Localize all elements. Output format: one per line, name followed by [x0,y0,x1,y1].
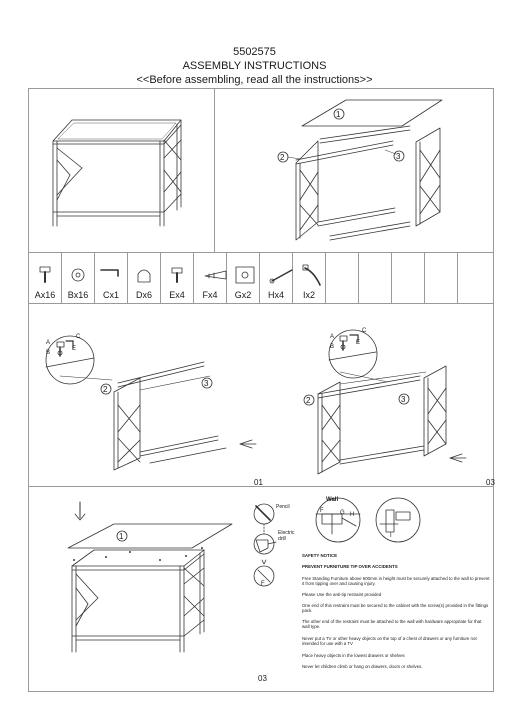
part-label-e: Ex4 [169,290,185,300]
safety-item-6: Place heavy objects in the lowest drawers or shelves [302,653,405,658]
callout-b-step2: B [330,344,335,350]
safety-item-7: Never let children climb or hang on drawers, doors or shelves. [302,664,423,669]
part-label-b: Bx16 [67,290,89,300]
part-label-c: Cx1 [102,290,119,300]
safety-item-4: The other end of the restraint must be attached to the wall with hardware appropriate for that wall type. [302,619,482,630]
letter-f2: F [261,581,265,587]
safety-item-3: One end of this restraint must be secured to the cabinet with the screw(s) provided in the fittings pack. [302,603,489,614]
part-label-g: Gx2 [234,290,252,300]
safety-item-5: Never put a TV or other heavy objects on the top of a chest of drawers or any furniture not intended for use with a TV [302,636,477,647]
model-number: 5502575 [233,46,276,58]
callout-c-step1: C [76,334,81,340]
callout-part-1: 1 [336,110,341,119]
wall-anchor-drawing [254,498,420,586]
part-label-i: Ix2 [302,290,315,300]
letter-g: G [340,510,345,516]
exploded-parts-drawing [278,100,442,240]
assembled-table-drawing [53,120,181,226]
callout-b-step1: B [46,350,51,356]
letter-i: I [390,533,392,539]
callout-part-2-step1: 2 [103,385,108,394]
callout-a-step2: A [330,334,335,340]
callout-part-3: 3 [396,152,401,161]
callout-a-step1: A [46,340,51,346]
callout-part-3-step2: 3 [401,395,406,404]
letter-h: H [350,512,355,518]
pencil-label: Pencil [276,504,290,510]
wall-label: Wall [326,497,339,503]
step-number-1: 01 [254,478,263,487]
safety-item-1: Free Standing Furniture above 600mm in height must be securely attached to the wall to prevent it from tipping over and causing injury. [302,576,490,587]
part-label-h: Hx4 [267,290,284,300]
part-label-a: Ax16 [34,290,56,300]
callout-c-step2: C [362,328,367,334]
callout-part-3-step1: 3 [204,379,209,388]
part-label-d: Dx6 [135,290,152,300]
step-number-3: 03 [258,674,267,683]
callout-part-1-step3: 1 [119,532,124,541]
step3-drawing [68,502,232,652]
safety-subheading: PREVENT FURNITURE TIP OVER ACCIDENTS [302,564,398,569]
safety-heading: SAFETY NOTICE [302,553,338,558]
letter-f1: F [320,508,324,514]
drill-label: Electric drill [278,530,295,542]
step-number-2: 03 [486,478,495,487]
step1-drawing [46,336,256,470]
safety-item-2: Please Use the anti-tip restraint provided [302,592,382,597]
callout-part-2-step2: 2 [306,396,311,405]
callout-e-step1: E [72,346,77,352]
step2-drawing [304,330,466,474]
parts-icons [40,265,320,285]
part-label-f: Fx4 [202,290,218,300]
callout-part-2: 2 [280,153,285,162]
document-title: ASSEMBLY INSTRUCTIONS [182,60,327,72]
callout-e-step2: E [356,340,361,346]
document-subtitle: <<Before assembling, read all the instructions>> [136,74,373,86]
